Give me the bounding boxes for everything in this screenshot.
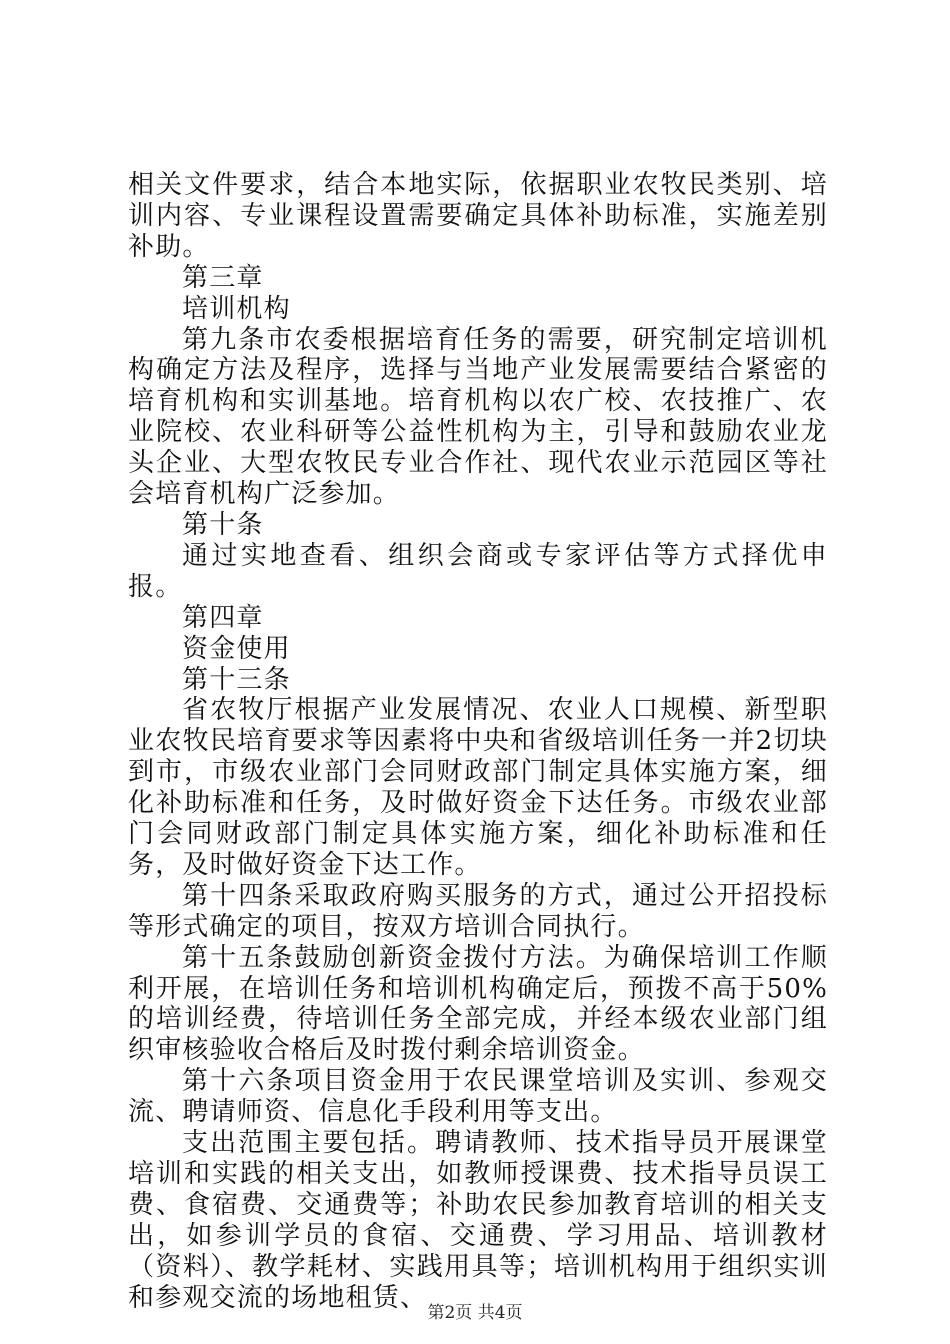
chapter-heading: 第四章 [182,602,264,633]
document-body [128,170,828,1314]
article-13-text: 省农牧厅根据产业发展情况、农业人口规模、新型职业农牧民培育要求等因素将中央和省级培训任务一并2切块到市，市级农业部门会同财政部门制定具体实施方案，细化补助标准和任务，及时做好资金下达任务。市级农业部门会同财政部门制定具体实施方案，细化补助标准和任务，及时做好资金下达工作。 [128,695,828,880]
expense-scope: 支出范围主要包括。聘请教师、技术指导员开展课堂培训和实践的相关支出，如教师授课费、技术指导员误工费、食宿费、交通费等；补助农民参加教育培训的相关支出，如参训学员的食宿、交通费、学习用品、培训教材（资料）、教学耗材、实践用具等；培训机构用于组织实训和参观交流的场地租赁、 [128,1128,828,1313]
article-heading: 第十三条 [182,664,291,695]
article-9: 第九条市农委根据培育任务的需要，研究制定培训机构确定方法及程序，选择与当地产业发展需要结合紧密的培育机构和实训基地。培育机构以农广校、农技推广、农业院校、农业科研等公益性机构为主，引导和鼓励农业龙头企业、大型农牧民专业合作社、现代农业示范园区等社会培育机构广泛参加。 [128,324,828,510]
paragraph-continuation: 相关文件要求，结合本地实际，依据职业农牧民类别、培训内容、专业课程设置需要确定具体补助标准，实施差别补助。 [128,170,828,262]
article-heading: 第十条 [182,509,264,540]
article-16: 第十六条项目资金用于农民课堂培训及实训、参观交流、聘请师资、信息化手段利用等支出。 [128,1066,828,1128]
article-15: 第十五条鼓励创新资金拨付方法。为确保培训工作顺利开展，在培训任务和培训机构确定后，预拨不高于50%的培训经费，待培训任务全部完成，并经本级农业部门组织审核验收合格后及时拨付剩余培训资金。 [128,942,828,1066]
page-number: 第2页 共4页 [427,1303,523,1323]
chapter-title: 培训机构 [182,293,291,324]
article-10-text: 通过实地查看、组织会商或专家评估等方式择优申报。 [128,540,828,602]
chapter-heading: 第三章 [182,262,264,293]
chapter-title: 资金使用 [182,633,291,664]
article-14: 第十四条采取政府购买服务的方式，通过公开招投标等形式确定的项目，按双方培训合同执行。 [128,880,828,942]
